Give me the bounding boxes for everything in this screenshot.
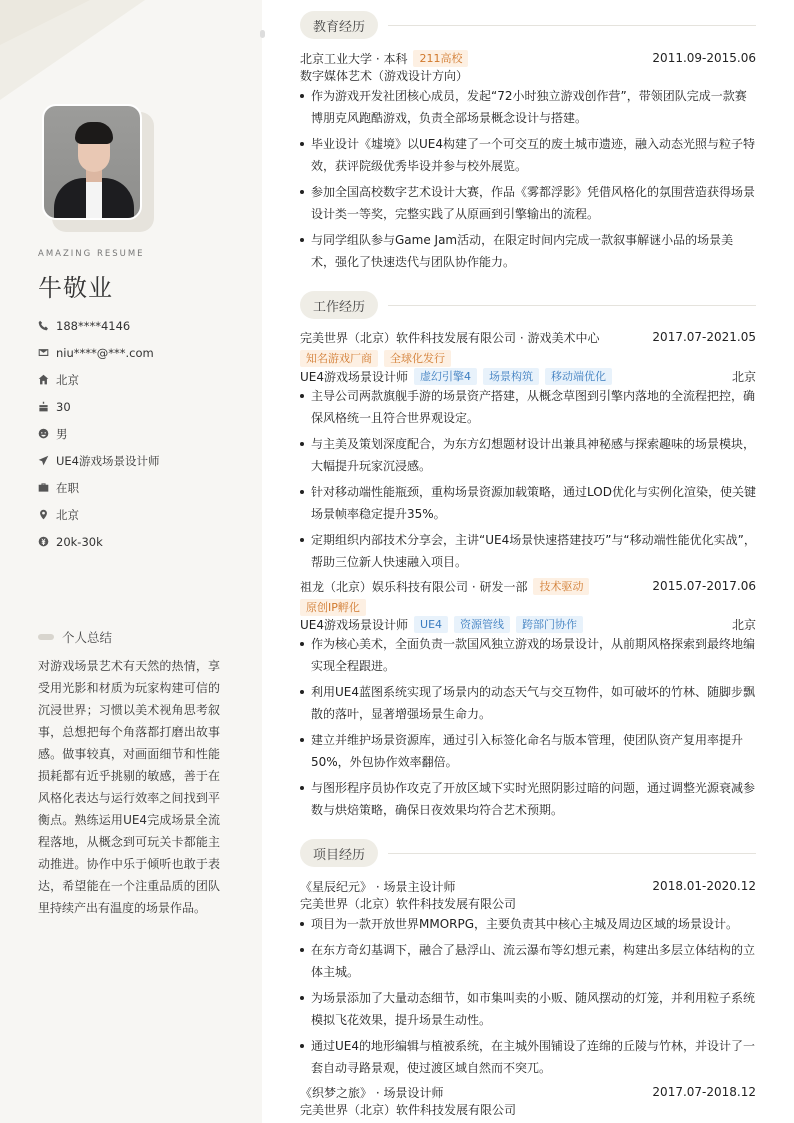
skill-tag: 场景构筑 [483,368,539,385]
skill-tag: UE4 [414,616,448,633]
info-gender: 男 [38,420,160,447]
skill-tag: 虚幻引擎4 [414,368,477,385]
info-phone: 188****4146 [38,312,160,339]
project-2-date: 2017.07-2018.12 [652,1085,756,1099]
section-divider [388,853,756,854]
list-item: 针对移动端性能瓶颈，重构场景资源加载策略，通过LOD优化与实例化渲染，使关键场景帧率稳定提升35%。 [300,481,756,525]
location-icon [38,509,56,520]
summary-heading: 个人总结 [38,628,112,646]
list-item: 项目为一款开放世界MMORPG，主要负责其中核心主城及周边区域的场景设计。 [300,913,756,935]
section-education-heading: 教育经历 [300,11,756,39]
sidebar [0,0,262,1123]
education-school: 北京工业大学 · 本科 [300,51,408,66]
job-2-role-row [300,615,756,633]
skill-tag: 资源管线 [454,616,510,633]
job-2-city: 北京 [731,617,756,632]
company-tag: 原创IP孵化 [300,599,366,616]
project-1-name: 《星辰纪元》 · 场景主设计师 [300,879,456,894]
briefcase-icon [38,482,56,493]
home-icon [38,374,56,385]
section-work-heading: 工作经历 [300,291,756,319]
summary-text: 对游戏场景艺术有天然的热情，享受用光影和材质为玩家构建可信的沉浸世界；习惯以美术视角思考叙事，总想把每个角落都打磨出故事感。做事较真，对画面细节和性能损耗都有近乎挑剔的敏感，善于在风格化表达与运行效率之间找到平衡点。熟练运用UE4完成场景全流程落地，从概念到可玩关卡都能主动推进。协作中乐于倾听也敢于表达，希望能在一个注重品质的团队里持续产出有温度的场景作品。 [38,659,220,915]
avatar-photo [42,104,142,220]
cake-icon [38,401,56,412]
job-1-role: UE4游戏场景设计师 [300,369,409,384]
contact-info-list [38,312,160,555]
list-item: 参加全国高校数字艺术设计大赛，作品《雾都浮影》凭借风格化的氛围营造获得场景设计类一等奖，完整实践了从原画到引擎输出的流程。 [300,181,756,225]
list-item: 建立并维护场景资源库，通过引入标签化命名与版本管理，使团队资产复用率提升50%，外包协作效率翻倍。 [300,729,756,773]
list-item: 利用UE4蓝图系统实现了场景内的动态天气与交互物件，如可破坏的竹林、随脚步飘散的落叶，显著增强场景生命力。 [300,681,756,725]
project-2-company: 完美世界（北京）软件科技发展有限公司 [300,1103,517,1117]
list-item: 为场景添加了大量动态细节，如市集叫卖的小贩、随风摆动的灯笼，并利用粒子系统模拟飞花效果，提升场景生动性。 [300,987,756,1031]
phone-icon [38,320,56,331]
project-1-company: 完美世界（北京）软件科技发展有限公司 [300,897,517,911]
face-icon [38,428,56,439]
list-item: 与主美及策划深度配合，为东方幻想题材设计出兼具神秘感与探索趣味的场景模块，大幅提升玩家沉浸感。 [300,433,756,477]
skill-tag: 跨部门协作 [516,616,583,633]
list-item: 主导公司两款旗舰手游的场景资产搭建，从概念草图到引擎内落地的全流程把控，确保风格统一且符合世界观设定。 [300,385,756,429]
list-item: 与同学组队参与Game Jam活动，在限定时间内完成一款叙事解谜小品的场景美术，强化了快速迭代与团队协作能力。 [300,229,756,273]
job-2-bullets [300,633,756,825]
job-2-date: 2015.07-2017.06 [652,579,756,593]
list-item: 在东方奇幻基调下，融合了悬浮山、流云瀑布等幻想元素，构建出多层立体结构的立体主城。 [300,939,756,983]
list-item: 作为游戏开发社团核心成员，发起“72小时独立游戏创作营”，带领团队完成一款赛博朋克风跑酷游戏，负责全部场景概念设计与搭建。 [300,85,756,129]
skill-tag: 移动端优化 [545,368,612,385]
job-2-header [300,577,756,595]
education-tag: 211高校 [413,50,468,67]
company-tag: 技术驱动 [533,578,589,595]
mail-icon [38,347,56,358]
send-icon [38,455,56,466]
list-item: 与图形程序员协作攻克了开放区域下实时光照阴影过暗的问题，通过调整光源衰减参数与烘焙策略，确保日夜效果均符合艺术预期。 [300,777,756,821]
avatar [42,104,154,232]
list-item: 通过UE4的地形编辑与植被系统，在主城外围铺设了连绵的丘陵与竹林，并设计了一套自动寻路景观，使过渡区域自然而不突兀。 [300,1035,756,1079]
list-item: 毕业设计《墟境》以UE4构建了一个可交互的废土城市遗迹，融入动态光照与粒子特效，获评院级优秀毕设并参与校外展览。 [300,133,756,177]
section-divider [388,25,756,26]
info-city: 北京 [38,366,160,393]
project-2-name: 《织梦之旅》 · 场景设计师 [300,1085,444,1100]
info-salary: 20k-30k [38,528,160,555]
job-1-company-tags [300,349,756,367]
job-2-company: 祖龙（北京）娱乐科技有限公司 · 研发一部 [300,579,528,594]
education-major: 数字媒体艺术（游戏设计方向） [300,69,469,83]
list-item: 作为核心美术，全面负责一款国风独立游戏的场景设计，从前期风格探索到最终地编实现全程跟进。 [300,633,756,677]
project-1-date: 2018.01-2020.12 [652,879,756,893]
project-2-header [300,1083,756,1101]
resume-tagline: AMAZING RESUME [38,249,145,259]
info-age: 30 [38,393,160,420]
project-1-bullets [300,913,756,1083]
info-status: 在职 [38,474,160,501]
info-expected-city: 北京 [38,501,160,528]
summary-pill [38,634,54,640]
job-2-company-tags [300,598,756,616]
project-1-header [300,877,756,895]
job-1-company: 完美世界（北京）软件科技发展有限公司 · 游戏美术中心 [300,330,600,345]
education-row [300,49,756,67]
candidate-name: 牛敬业 [38,274,113,302]
job-1-bullets [300,385,756,577]
education-bullets [300,85,756,277]
job-1-role-row [300,367,756,385]
company-tag: 全球化发行 [384,350,451,367]
company-tag: 知名游戏厂商 [300,350,378,367]
section-divider [388,305,756,306]
salary-icon [38,536,56,547]
job-1-header [300,328,756,346]
education-date: 2011.09-2015.06 [652,51,756,65]
list-item: 定期组织内部技术分享会，主讲“UE4场景快速搭建技巧”与“移动端性能优化实战”，帮助三位新人快速融入项目。 [300,529,756,573]
info-email: niu****@***.com [38,339,160,366]
sidebar-edge-marker [260,30,265,38]
job-1-date: 2017.07-2021.05 [652,330,756,344]
job-1-city: 北京 [731,369,756,384]
section-projects-heading: 项目经历 [300,839,756,867]
job-2-role: UE4游戏场景设计师 [300,617,409,632]
decor-wedge-inner [0,0,90,45]
info-position: UE4游戏场景设计师 [38,447,160,474]
